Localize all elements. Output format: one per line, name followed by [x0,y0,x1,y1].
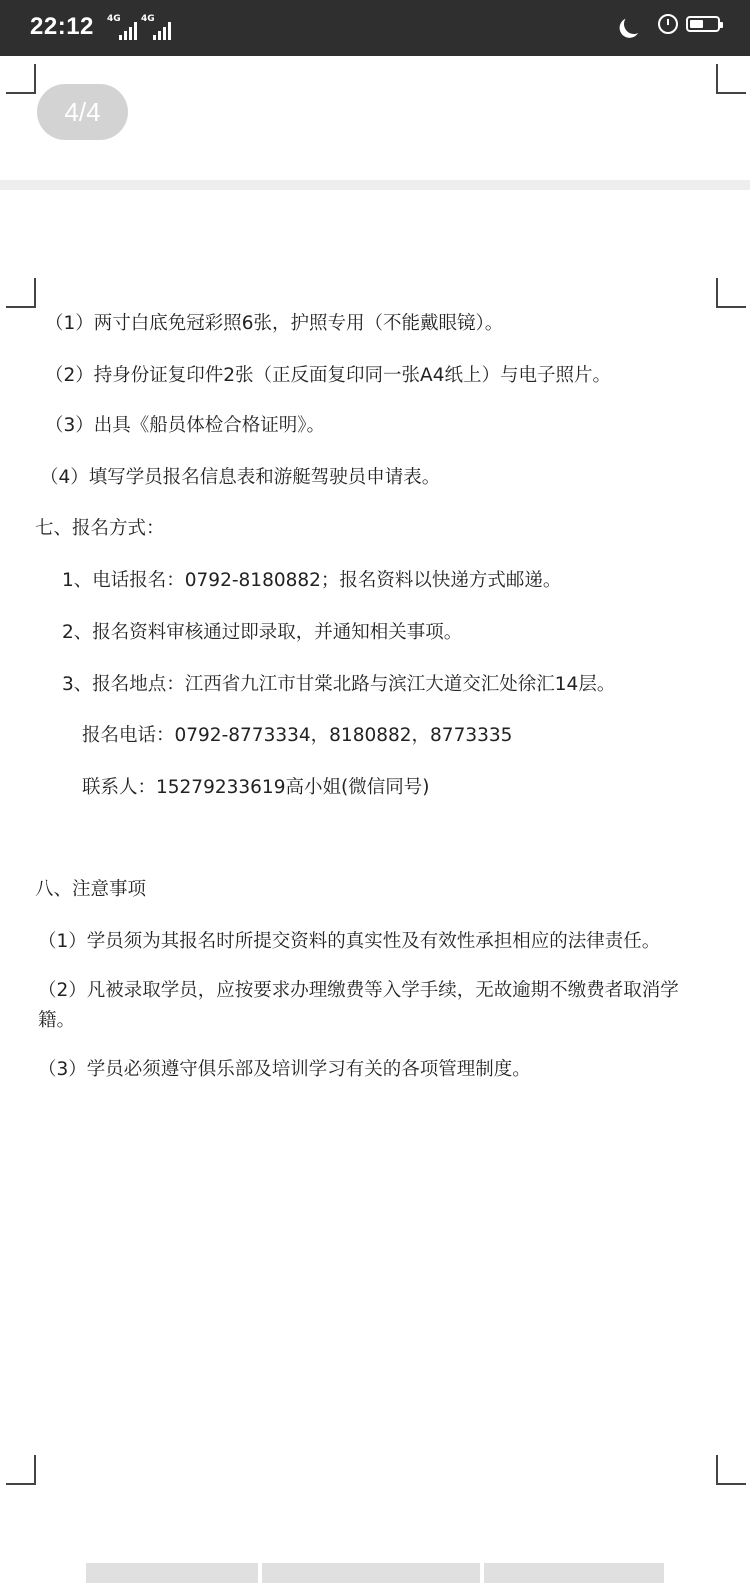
document-line: （2）凡被录取学员，应按要求办理缴费等入学手续，无故逾期不缴费者取消学籍。 [38,980,679,1031]
bottom-toolbar [0,1561,750,1583]
toolbar-segment[interactable] [262,1563,480,1583]
document-line: （4）填写学员报名信息表和游艇驾驶员申请表。 [40,467,441,488]
page-indicator[interactable]: 4/4 [37,84,128,140]
document-line: （3）学员必须遵守俱乐部及培训学习有关的各项管理制度。 [38,1059,531,1080]
section-heading: 八、注意事项 [35,879,147,900]
document-line: 3、报名地点：江西省九江市甘棠北路与滨江大道交汇处徐汇14层。 [62,674,616,695]
toolbar-segment[interactable] [484,1563,664,1583]
document-line: 联系人：15279233619高小姐(微信同号) [82,777,430,798]
status-bar [0,0,750,56]
toolbar-segment[interactable] [86,1563,258,1583]
document-line: （3）出具《船员体检合格证明》。 [45,415,326,436]
section-heading: 七、报名方式： [35,518,165,539]
crop-mark [716,278,746,308]
alarm-icon [658,14,678,34]
document-line: （1）学员须为其报名时所提交资料的真实性及有效性承担相应的法律责任。 [38,931,661,952]
battery-icon [686,16,720,32]
document-line: 报名电话：0792-8773334，8180882，8773335 [82,725,513,746]
document-line: 1、电话报名：0792-8180882；报名资料以快递方式邮递。 [62,570,562,591]
crop-mark [716,64,746,94]
crop-mark [6,278,36,308]
crop-mark [716,1455,746,1485]
signal-icon: 4G [107,14,143,42]
status-time: 22:12 [30,13,94,40]
crop-mark [6,1455,36,1485]
signal-icon: 4G [141,14,177,42]
crop-mark [6,64,36,94]
document-line: （1）两寸白底免冠彩照6张，护照专用（不能戴眼镜）。 [45,313,504,334]
moon-icon [622,12,645,35]
document-line: 2、报名资料审核通过即录取，并通知相关事项。 [62,622,463,643]
page-separator [0,180,750,190]
document-line: （2）持身份证复印件2张（正反面复印同一张A4纸上）与电子照片。 [45,365,611,386]
